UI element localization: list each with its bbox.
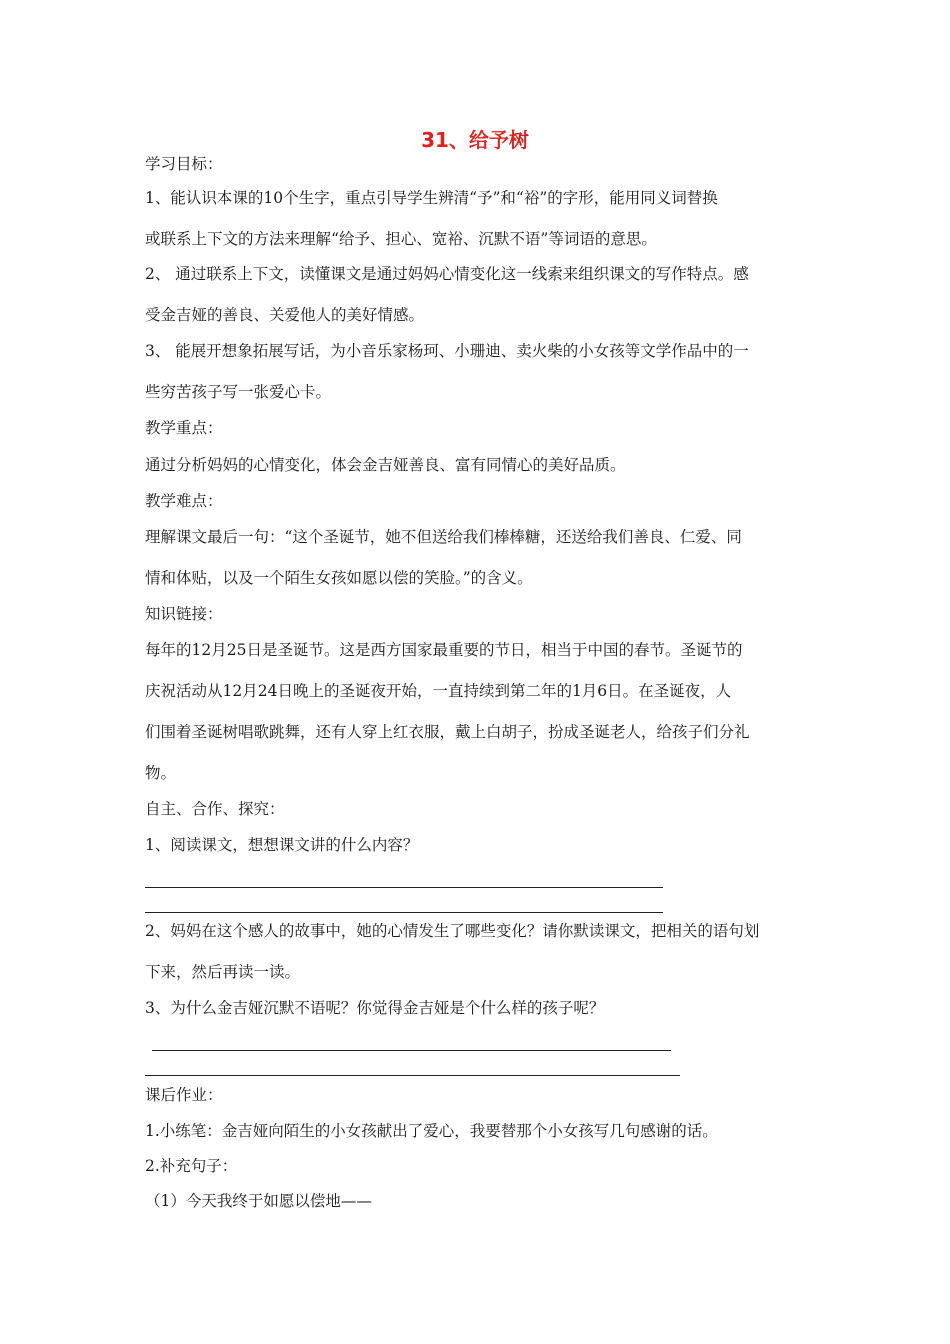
objective-1-line-1: 1、能认识本课的10个生字，重点引导学生辨清“予”和“裕”的字形，能用同义词替换 (145, 189, 718, 207)
homework-heading: 课后作业： (145, 1086, 223, 1104)
difficulties-heading: 教学难点： (145, 492, 223, 510)
difficulties-line-2: 情和体贴，以及一个陌生女孩如愿以偿的笑脸。”的含义。 (145, 569, 533, 587)
objective-3-line-1: 3、 能展开想象拓展写话，为小音乐家杨珂、小珊迪、卖火柴的小女孩等文学作品中的一 (145, 342, 749, 360)
question-2-line-1: 2、妈妈在这个感人的故事中，她的心情发生了哪些变化？请你默读课文，把相关的语句划 (145, 922, 760, 940)
objective-1-line-2: 或联系上下文的方法来理解“给予、担心、宽裕、沉默不语”等词语的意思。 (145, 230, 657, 248)
question-2-line-2: 下来，然后再读一读。 (145, 963, 301, 981)
knowledge-line-2: 庆祝活动从12月24日晚上的圣诞夜开始，一直持续到第二年的1月6日。在圣诞夜，人 (145, 682, 732, 700)
knowledge-line-3: 们围着圣诞树唱歌跳舞，还有人穿上红衣服，戴上白胡子，扮成圣诞老人，给孩子们分礼 (145, 723, 750, 741)
lesson-title: 31、给予树 (421, 128, 529, 152)
objective-3-line-2: 些穷苦孩子写一张爱心卡。 (145, 383, 332, 401)
objective-2-line-2: 受金吉娅的善良、关爱他人的美好情感。 (145, 306, 425, 324)
answer-line-3 (152, 1050, 671, 1051)
question-3: 3、为什么金吉娅沉默不语呢？你觉得金吉娅是个什么样的孩子呢？ (145, 999, 605, 1017)
knowledge-line-4: 物。 (145, 764, 177, 782)
key-points-heading: 教学重点： (145, 419, 223, 437)
knowledge-line-1: 每年的12月25日是圣诞节。这是西方国家最重要的节日，相当于中国的春节。圣诞节的 (145, 641, 743, 659)
answer-line-2 (145, 912, 663, 913)
homework-item-2: 2.补充句子： (145, 1157, 238, 1175)
explore-heading: 自主、合作、探究： (145, 800, 285, 818)
knowledge-heading: 知识链接： (145, 605, 223, 623)
answer-line-1 (145, 887, 663, 888)
objective-2-line-1: 2、 通过联系上下文，读懂课文是通过妈妈心情变化这一线索来组织课文的写作特点。感 (145, 265, 749, 283)
key-points-text: 通过分析妈妈的心情变化，体会金吉娅善良、富有同情心的美好品质。 (145, 456, 626, 474)
answer-line-4 (145, 1075, 680, 1076)
homework-item-2-sub-1: （1）今天我终于如愿以偿地—— (145, 1192, 372, 1210)
homework-item-1: 1.小练笔：金吉娅向陌生的小女孩献出了爱心，我要替那个小女孩写几句感谢的话。 (145, 1122, 718, 1140)
objectives-heading: 学习目标： (145, 155, 223, 173)
question-1: 1、阅读课文，想想课文讲的什么内容？ (145, 836, 419, 854)
difficulties-line-1: 理解课文最后一句：“这个圣诞节，她不但送给我们棒棒糖，还送给我们善良、仁爱、同 (145, 528, 742, 546)
